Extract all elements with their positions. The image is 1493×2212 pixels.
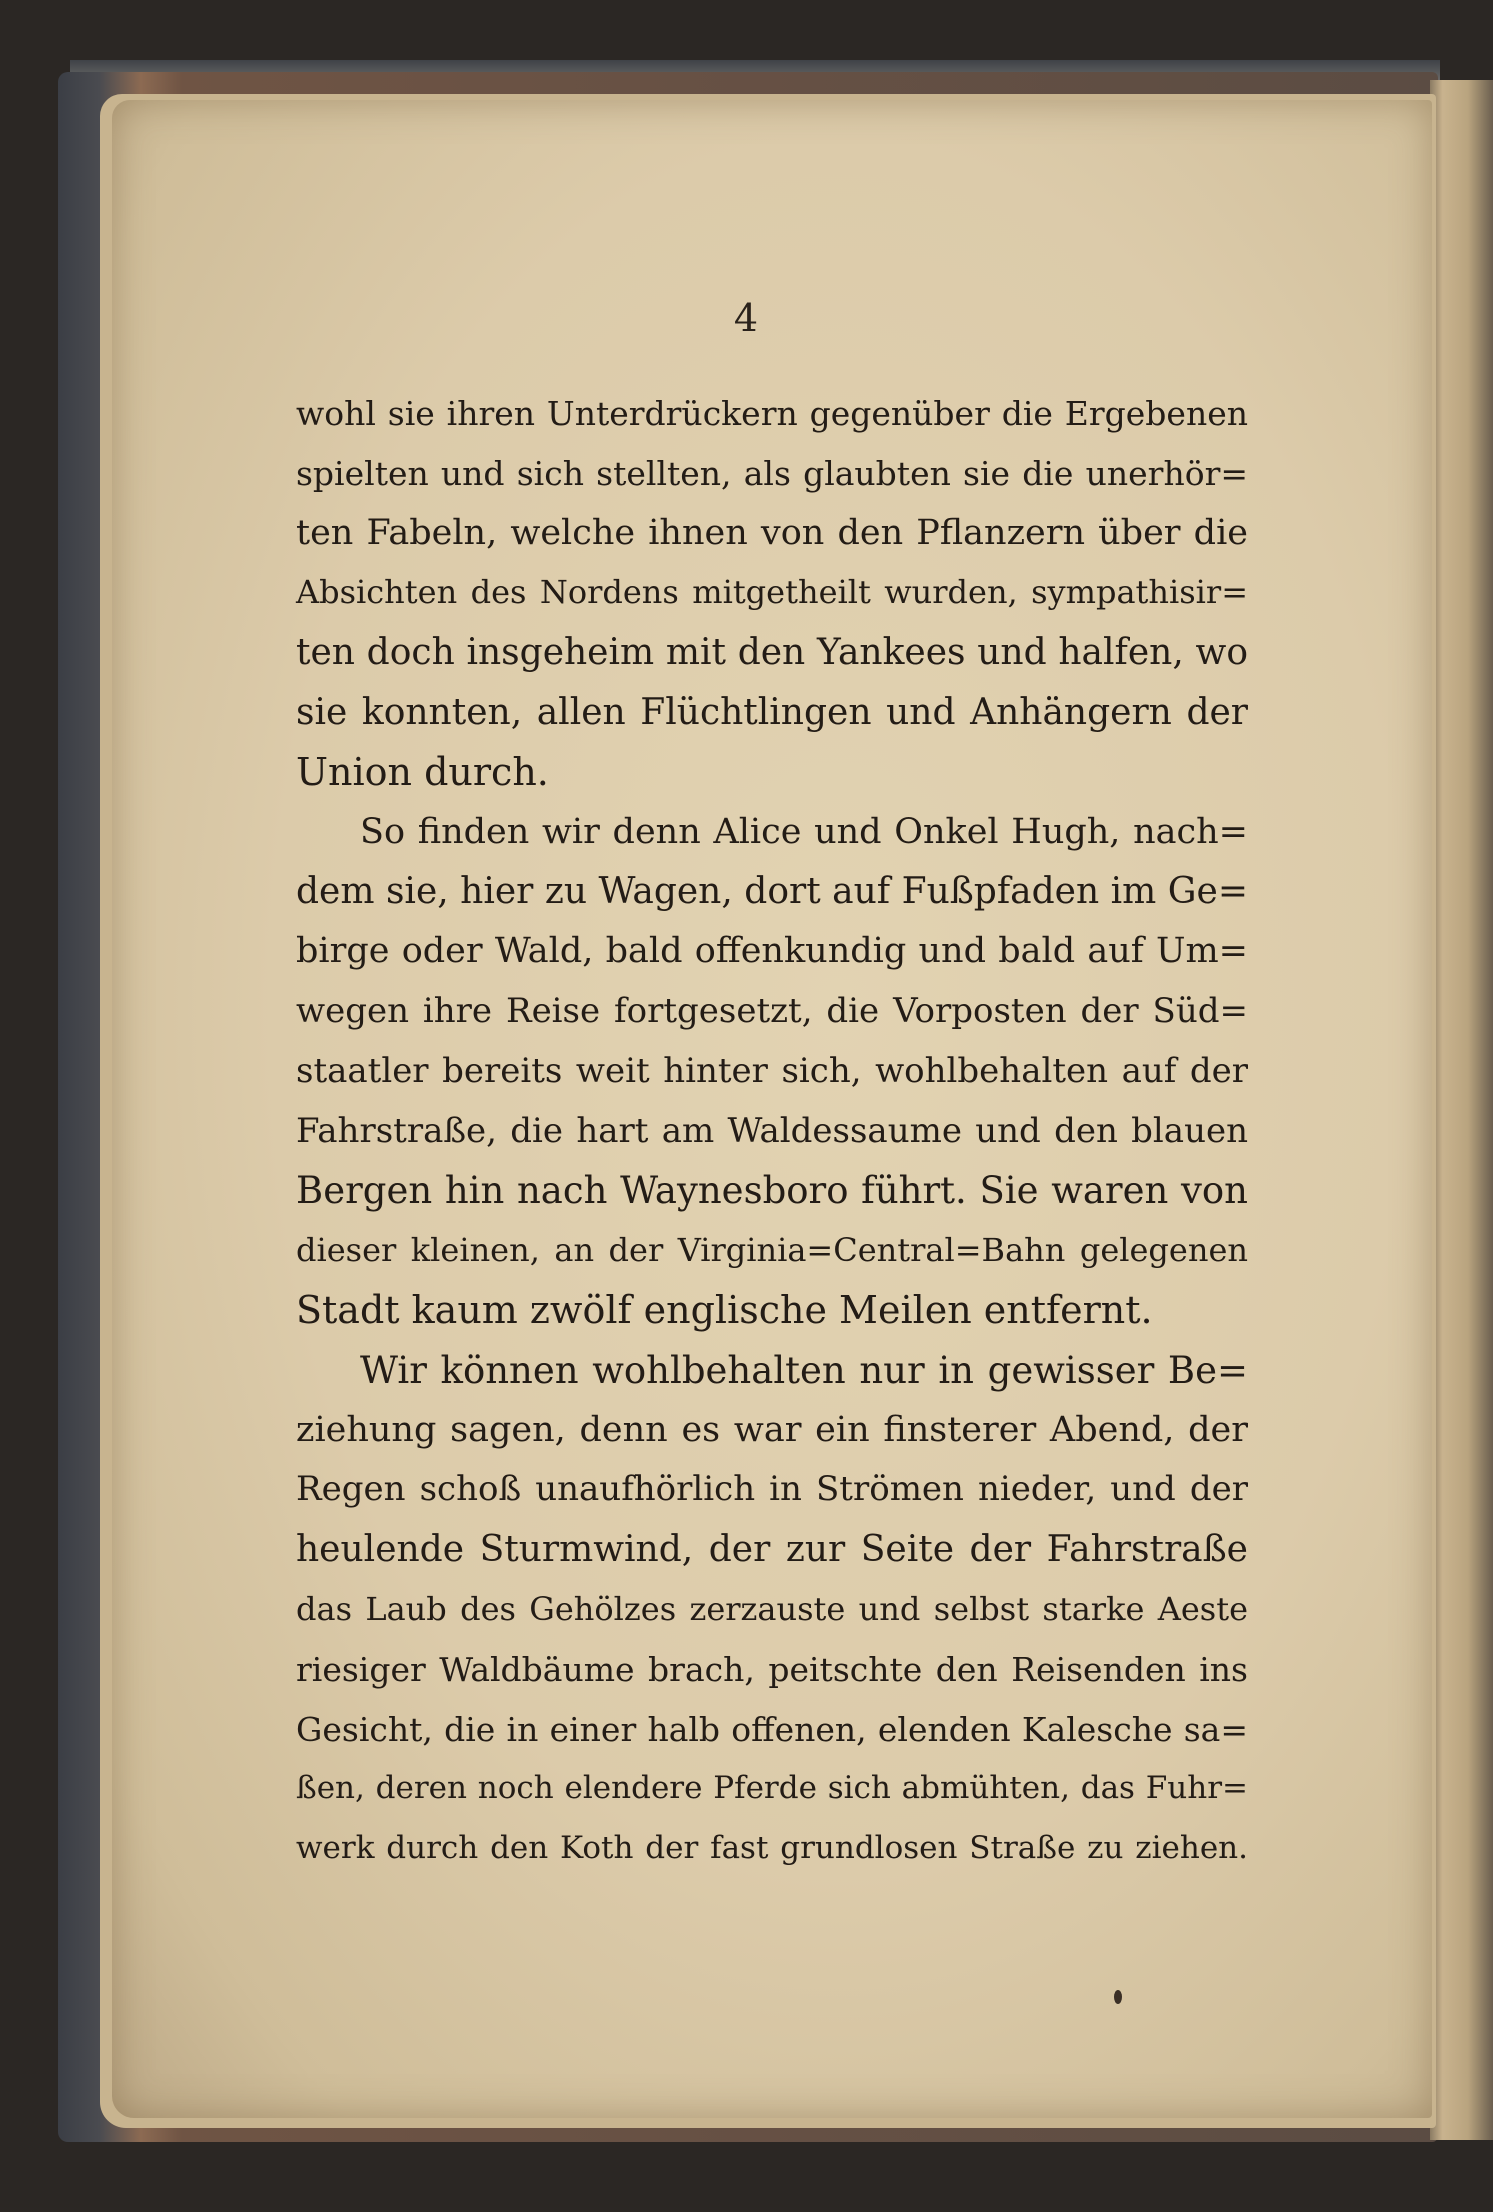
text-line: dem sie, hier zu Wagen, dort auf Fußpfaden im Ge=: [296, 871, 1248, 913]
text-line: Regen schoß unaufhörlich in Strömen nieder, und der: [296, 1469, 1248, 1510]
text-line: Absichten des Nordens mitgetheilt wurden, sympathisir=: [296, 573, 1248, 612]
text-line: werk durch den Koth der fast grundlosen Straße zu ziehen.: [296, 1830, 1248, 1867]
facing-page-edge: [1430, 80, 1493, 2140]
text-line: Wir können wohlbehalten nur in gewisser Be=: [360, 1348, 1248, 1392]
text-line: ziehung sagen, denn es war ein finsterer Abend, der: [296, 1409, 1248, 1450]
text-line: birge oder Wald, bald offenkundig und bald auf Um=: [296, 931, 1248, 972]
text-line: ten Fabeln, welche ihnen von den Pflanzern über die: [296, 512, 1248, 553]
text-line: ßen, deren noch elendere Pferde sich abmühten, das Fuhr=: [296, 1770, 1248, 1807]
text-line: riesiger Waldbäume brach, peitschte den Reisenden ins: [296, 1649, 1248, 1689]
text-line: ten doch insgeheim mit den Yankees und halfen, wo: [296, 632, 1248, 674]
text-line: staatler bereits weit hinter sich, wohlbehalten auf der: [296, 1050, 1248, 1091]
body-text: [296, 384, 1248, 1879]
text-line: sie konnten, allen Flüchtlingen und Anhängern der: [296, 691, 1248, 733]
text-line: das Laub des Gehölzes zerzauste und selbst starke Aeste: [296, 1589, 1248, 1628]
text-line: Stadt kaum zwölf englische Meilen entfernt.: [296, 1287, 1153, 1332]
text-line: spielten und sich stellten, als glaubten sie die unerhör=: [296, 453, 1248, 493]
text-line: Fahrstraße, die hart am Waldessaume und den blauen: [296, 1110, 1248, 1151]
page-number: 4: [733, 296, 760, 340]
text-line: dieser kleinen, an der Virginia=Central=Bahn gelegenen: [296, 1231, 1248, 1270]
text-line: Bergen hin nach Waynesboro führt. Sie waren von: [296, 1169, 1248, 1213]
text-line: Gesicht, die in einer halb offenen, elenden Kalesche sa=: [296, 1709, 1248, 1749]
text-line: wohl sie ihren Unterdrückern gegenüber die Ergebenen: [296, 394, 1248, 433]
text-line: wegen ihre Reise fortgesetzt, die Vorposten der Süd=: [296, 990, 1248, 1031]
text-line: So finden wir denn Alice und Onkel Hugh, nach=: [360, 811, 1248, 852]
ink-speck: [1114, 1990, 1122, 2004]
text-line: Union durch.: [296, 749, 549, 794]
text-line: heulende Sturmwind, der zur Seite der Fahrstraße: [296, 1529, 1248, 1571]
